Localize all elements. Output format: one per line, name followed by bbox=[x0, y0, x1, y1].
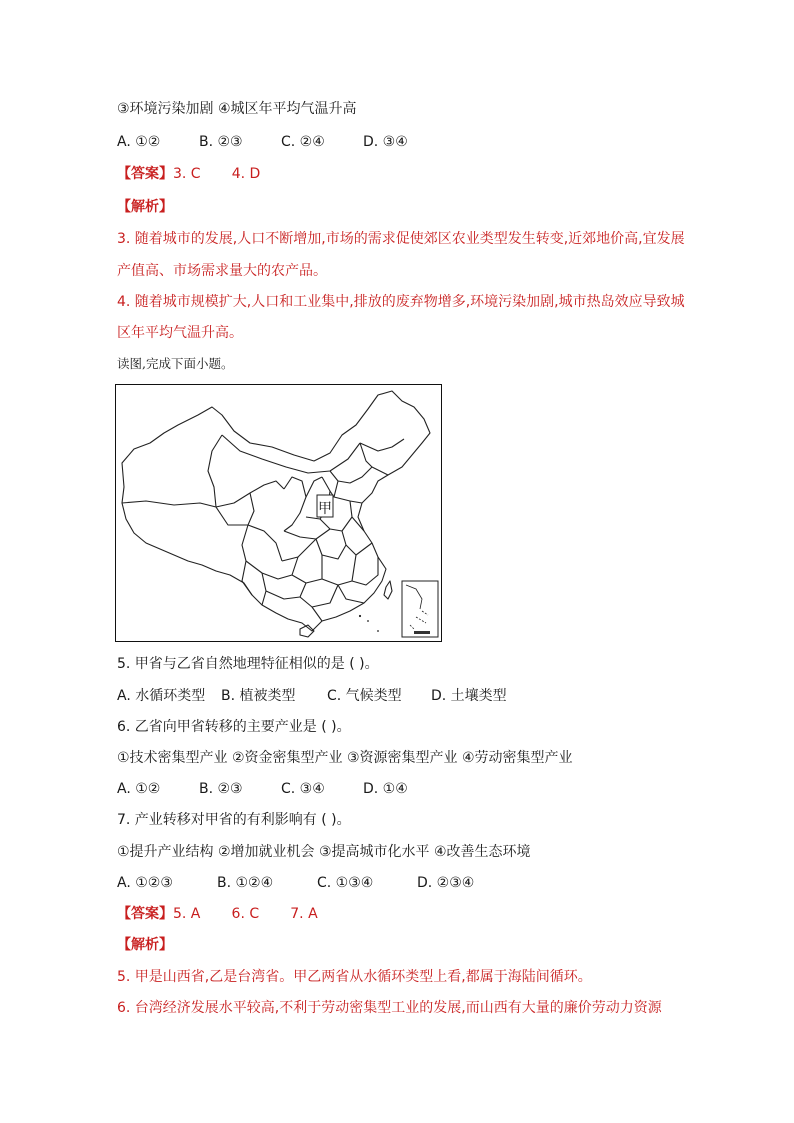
option-a: A. ①②③ bbox=[117, 875, 173, 891]
explanation-6: 6. 台湾经济发展水平较高,不利于劳动密集型工业的发展,而山西有大量的廉价劳动力资源 bbox=[117, 1000, 662, 1016]
question-7-options bbox=[117, 873, 474, 893]
explanation-3-line2: 产值高、市场需求量大的农产品。 bbox=[117, 263, 327, 279]
analysis-label-1: 【解析】 bbox=[117, 199, 173, 215]
question-6: 6. 乙省向甲省转移的主要产业是 ( )。 bbox=[117, 719, 351, 735]
question-5-options bbox=[117, 686, 507, 706]
option-c: C. ③④ bbox=[281, 781, 325, 797]
question-5: 5. 甲省与乙省自然地理特征相似的是 ( )。 bbox=[117, 656, 379, 672]
answer-line-2 bbox=[117, 904, 318, 924]
option-d: D. ②③④ bbox=[417, 875, 475, 891]
option-c: C. ②④ bbox=[281, 134, 325, 150]
question-7-items: ①提升产业结构 ②增加就业机会 ③提高城市化水平 ④改善生态环境 bbox=[117, 844, 531, 860]
option-b: B. ②③ bbox=[199, 781, 243, 797]
option-c: C. 气候类型 bbox=[327, 688, 402, 704]
answer-key-label: 【答案】 bbox=[117, 906, 173, 922]
explanation-3-line1: 3. 随着城市的发展,人口不断增加,市场的需求促使郊区农业类型发生转变,近郊地价高,宜发展 bbox=[117, 231, 685, 247]
china-province-map bbox=[115, 384, 442, 642]
question-6-items: ①技术密集型产业 ②资金密集型产业 ③资源密集型产业 ④劳动密集型产业 bbox=[117, 750, 573, 766]
option-b: B. ①②④ bbox=[217, 875, 274, 891]
analysis-label-2: 【解析】 bbox=[117, 937, 173, 953]
answer-line-1 bbox=[117, 164, 260, 184]
question-7: 7. 产业转移对甲省的有利影响有 ( )。 bbox=[117, 812, 351, 828]
option-d: D. 土壤类型 bbox=[431, 688, 507, 704]
option-d: D. ③④ bbox=[363, 134, 408, 150]
map-label-jia: 甲 bbox=[318, 501, 332, 517]
question-6-options bbox=[117, 779, 408, 799]
explanation-4-line1: 4. 随着城市规模扩大,人口和工业集中,排放的废弃物增多,环境污染加剧,城市热岛效应导致城 bbox=[117, 294, 685, 310]
map-drawing bbox=[116, 385, 440, 640]
answer-values: 3. C 4. D bbox=[173, 166, 261, 182]
option-b: B. ②③ bbox=[199, 134, 243, 150]
answer-key-label: 【答案】 bbox=[117, 166, 173, 182]
option-d: D. ①④ bbox=[363, 781, 408, 797]
answer-values: 5. A 6. C 7. A bbox=[173, 906, 318, 922]
option-a: A. ①② bbox=[117, 781, 161, 797]
option-b: B. 植被类型 bbox=[221, 688, 296, 704]
explanation-4-line2: 区年平均气温升高。 bbox=[117, 325, 243, 341]
answer-options-q4 bbox=[117, 132, 408, 152]
option-line-3-4: ③环境污染加剧 ④城区年平均气温升高 bbox=[117, 101, 357, 117]
option-c: C. ①③④ bbox=[317, 875, 374, 891]
option-a: A. 水循环类型 bbox=[117, 688, 206, 704]
option-a: A. ①② bbox=[117, 134, 161, 150]
explanation-5: 5. 甲是山西省,乙是台湾省。甲乙两省从水循环类型上看,都属于海陆间循环。 bbox=[117, 969, 592, 985]
map-instruction: 读图,完成下面小题。 bbox=[117, 356, 234, 371]
